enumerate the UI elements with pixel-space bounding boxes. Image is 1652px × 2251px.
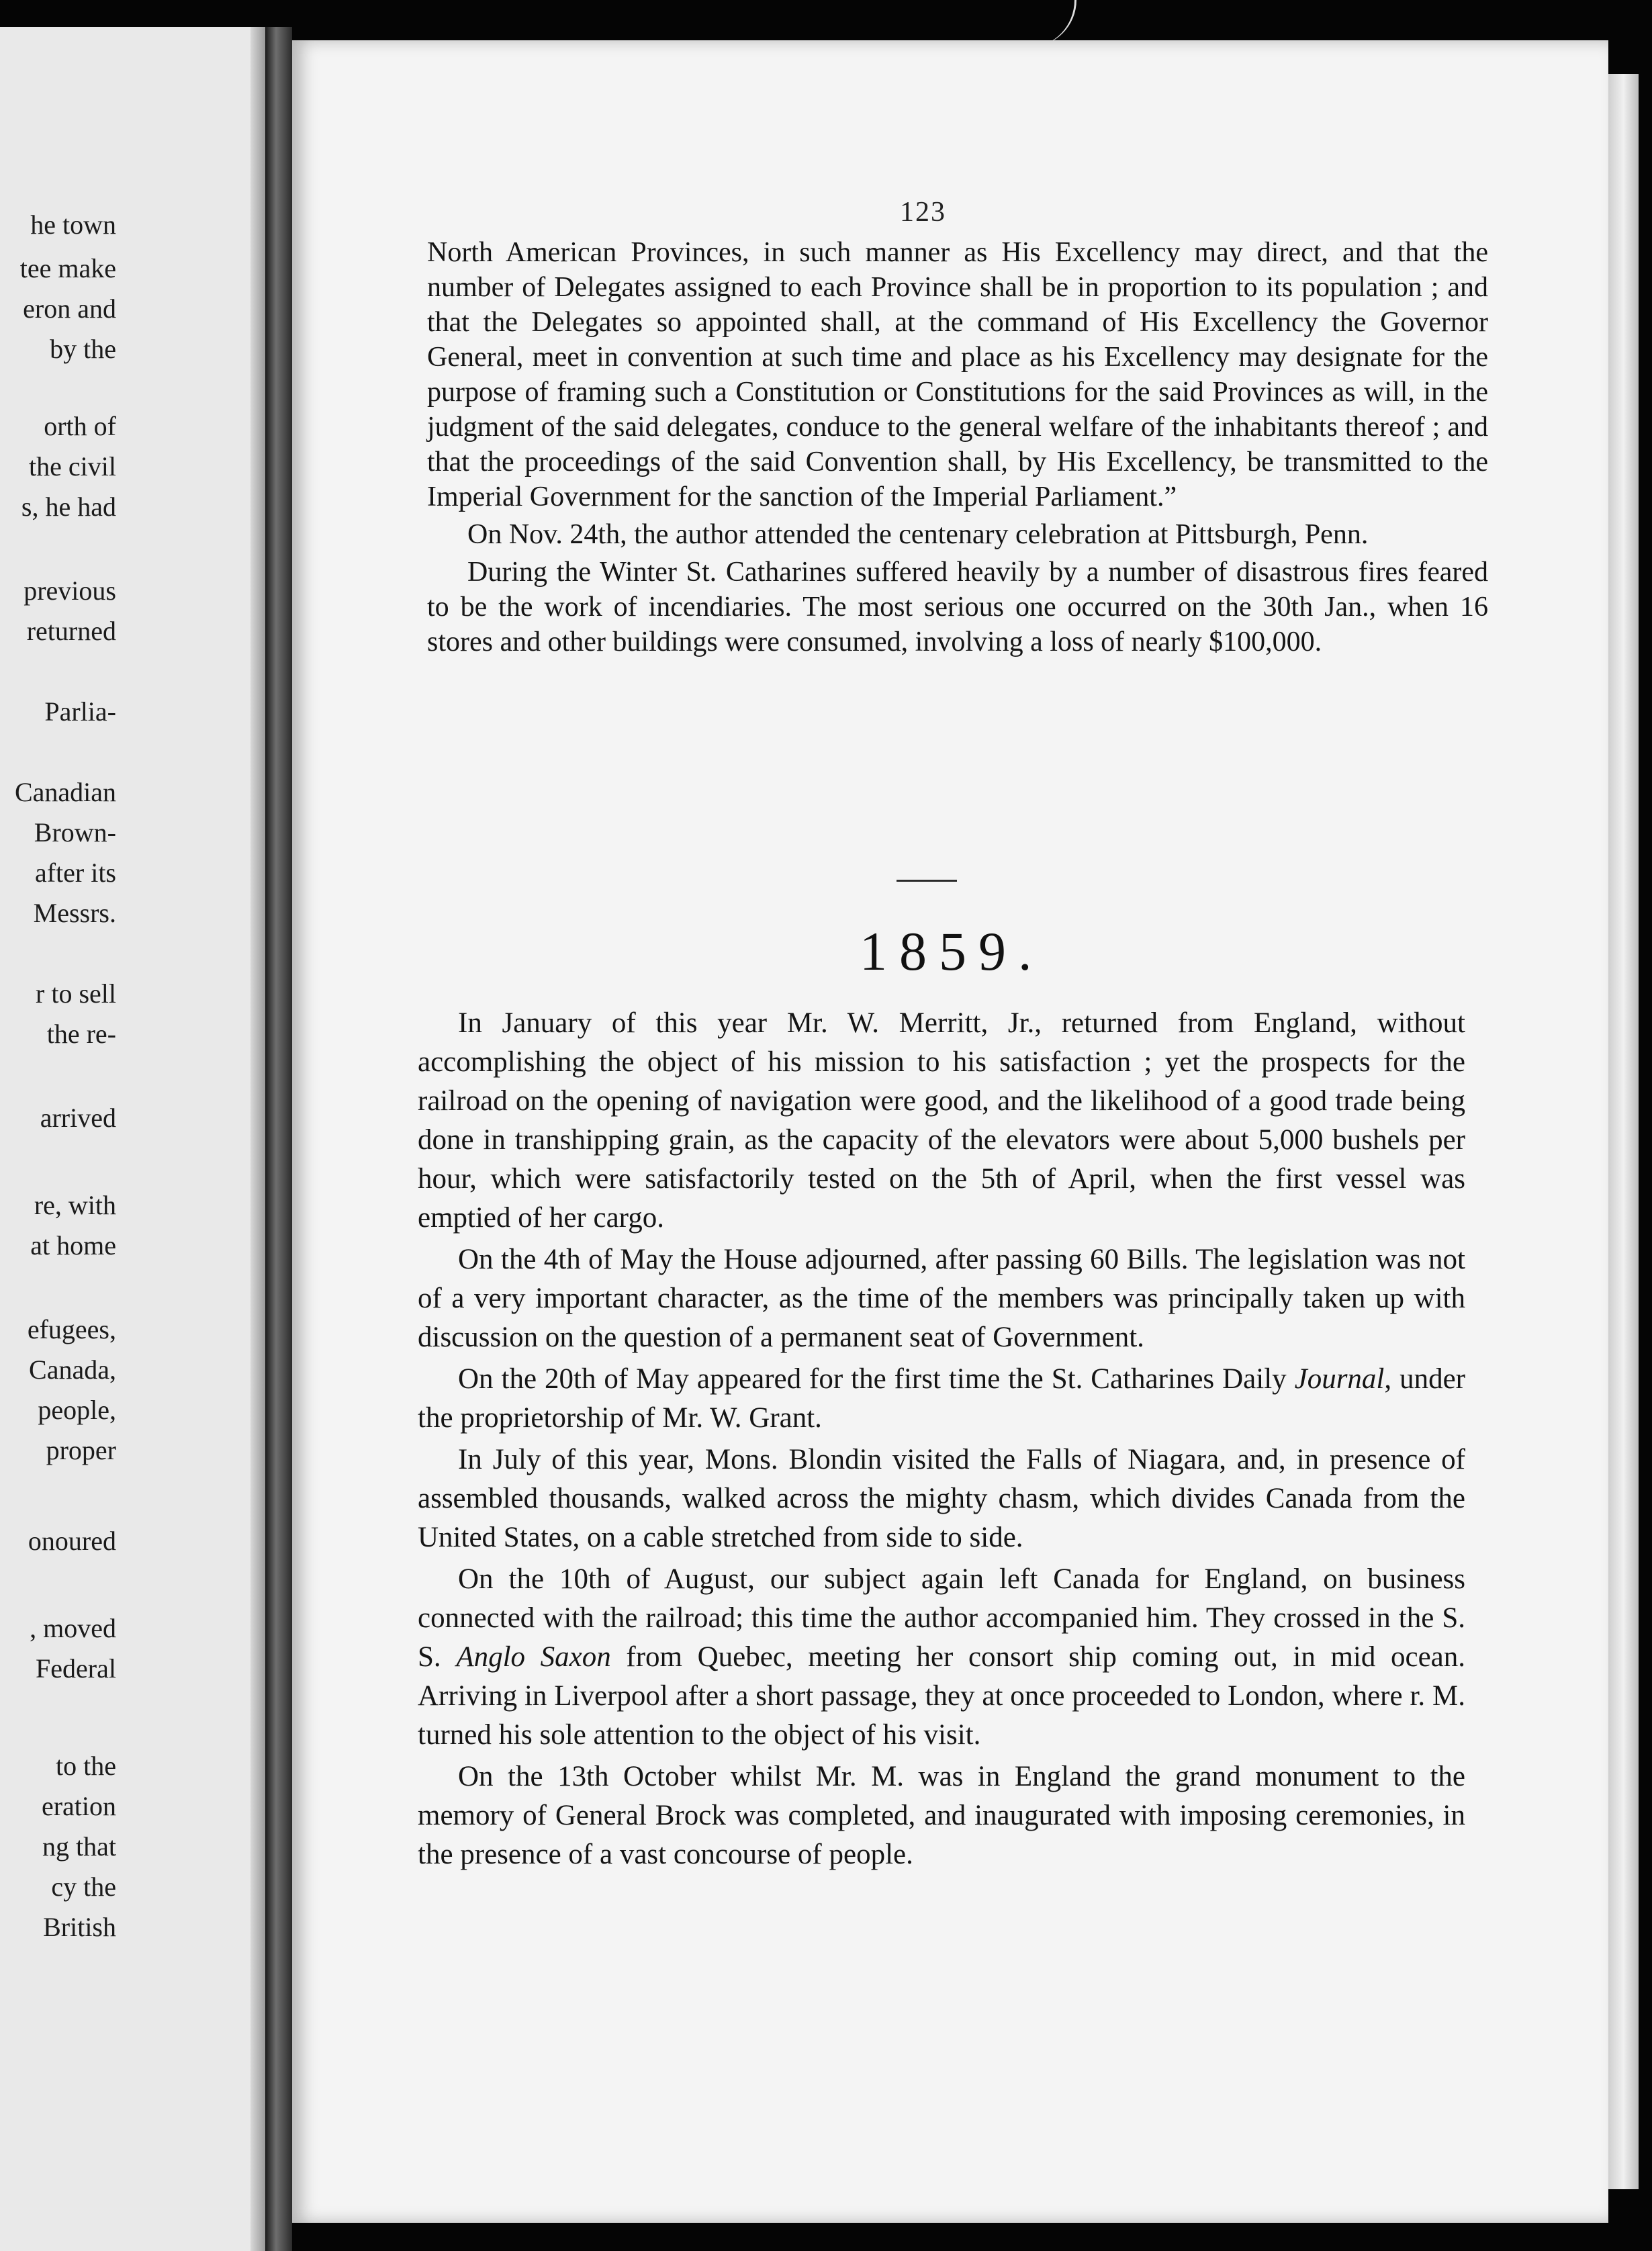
left-page-fragment: the civil [29,451,116,481]
left-page-fragment: ng that [42,1831,116,1862]
paragraph-brock: On the 13th October whilst Mr. M. was in England the grand monument to the memory of General Brock was completed, and inaugurated with imposing ceremonies, in the presence of a vast concourse of people. [418,1761,1465,1870]
left-page-fragment: proper [46,1435,116,1465]
left-page [0,27,265,2251]
left-page-fragment: cy the [51,1872,116,1902]
left-page-fragment: people, [38,1395,116,1425]
paragraph-blondin: In July of this year, Mons. Blondin visited the Falls of Niagara, and, in presence of assembled thousands, walked across the mighty chasm, which divides Canada from the United States, on a cable stretched from side to side. [418,1444,1465,1553]
left-page-fragment: efugees, [27,1314,116,1344]
page-number: 123 [900,197,946,228]
left-page-fragment: eron and [23,293,116,324]
left-page-fragment: onoured [28,1526,116,1556]
left-page-fragment: eration [41,1791,116,1821]
left-page-fragment: the re- [46,1019,116,1049]
left-page-fragment: Brown- [34,817,116,847]
year-heading: 1859. [860,921,1044,982]
left-page-fragment: Canada, [29,1354,116,1385]
left-page-fragment: he town [30,210,116,240]
book-gutter [265,27,292,2251]
august-text-after: from Quebec, meeting her consort ship coming out, in mid ocean. Arriving in Liverpool after a short passage, they at once proceeded to London, where r. M. turned his sole attention to the object of his visit. [418,1641,1466,1751]
left-page-fragment: Federal [36,1653,116,1684]
section-divider [897,880,957,882]
paragraph-pittsburgh: On Nov. 24th, the author attended the centenary celebration at Pittsburgh, Penn. [467,519,1369,550]
left-page-fragment: previous [24,576,116,606]
paragraph-fires: During the Winter St. Catharines suffered heavily by a number of disastrous fires feared to be the work of incendiaries. The most serious one occurred on the 30th Jan., when 16 stores and other buildings were consumed, involving a loss of nearly $100,000. [427,557,1488,657]
left-page-fragment: Parlia- [44,696,116,727]
left-page-fragment: tee make [19,253,116,283]
left-page-fragment: after its [34,858,116,888]
text-block-1859 [418,1004,1465,1877]
august-text-before: On the 10th of August, our subject again left Canada for England, on business connected with the railroad; this time the author accompanied him. They crossed in the S. S. [418,1563,1465,1673]
ship-name: Anglo Saxon [456,1641,611,1673]
page-edge [1608,74,1639,2189]
left-page-fragment: arrived [40,1103,116,1133]
left-page-fragment: at home [30,1230,116,1260]
paragraph-house: On the 4th of May the House adjourned, after passing 60 Bills. The legislation was not of a very important character, as the time of the members was principally taken up with discussion on the question of a permanent seat of Government. [418,1244,1465,1353]
left-page-gutter-shade [250,27,265,2251]
left-page-fragment: s, he had [21,492,116,522]
left-page-fragment: returned [26,616,116,646]
left-page-fragment: , moved [30,1613,116,1643]
quote-paragraph: North American Provinces, in such manner as His Excellency may direct, and that the number of Delegates assigned to each Province shall be in proportion to its population ; and that the Delegates so appointed shall, at the command of His Excellency the Governor General, meet in convention at such time and place as his Excellency may designate for the purpose of framing such a Constitution or Constitutions for the said Provinces as will, in the judgment of the said delegates, conduce to the general welfare of the inhabitants thereof ; and that the proceedings of the said Convention shall, by His Excellency, be transmitted to the Imperial Government for the sanction of the Imperial Parliament.” [427,237,1488,512]
paragraph-journal [418,1360,1465,1438]
left-page-fragment: orth of [44,411,116,441]
left-page-fragment: Messrs. [33,898,116,928]
left-page-fragment: r to sell [36,978,116,1009]
left-page-fragment: Canadian [14,777,116,807]
journal-title: Journal [1294,1363,1385,1395]
left-page-fragment: to the [56,1751,116,1781]
journal-text-before: On the 20th of May appeared for the first time the St. Catharines Daily [458,1363,1287,1395]
text-block-1858 [427,235,1488,662]
left-page-fragment: British [43,1912,116,1942]
journal-text-after: , under the proprietorship of Mr. W. Grant. [418,1363,1465,1434]
left-page-fragment: re, with [34,1190,116,1220]
paragraph-merritt: In January of this year Mr. W. Merritt, Jr., returned from England, without accomplishing the object of his mission to his satisfaction ; yet the prospects for the railroad on the opening of navigation were good, and the likelihood of a good trade being done in transhipping grain, as the capacity of the elevators were about 5,000 bushels per hour, which were satisfactorily tested on the 5th of April, when the first vessel was emptied of her cargo. [418,1007,1465,1234]
paragraph-august [418,1560,1465,1755]
left-page-fragment: by the [50,334,116,364]
